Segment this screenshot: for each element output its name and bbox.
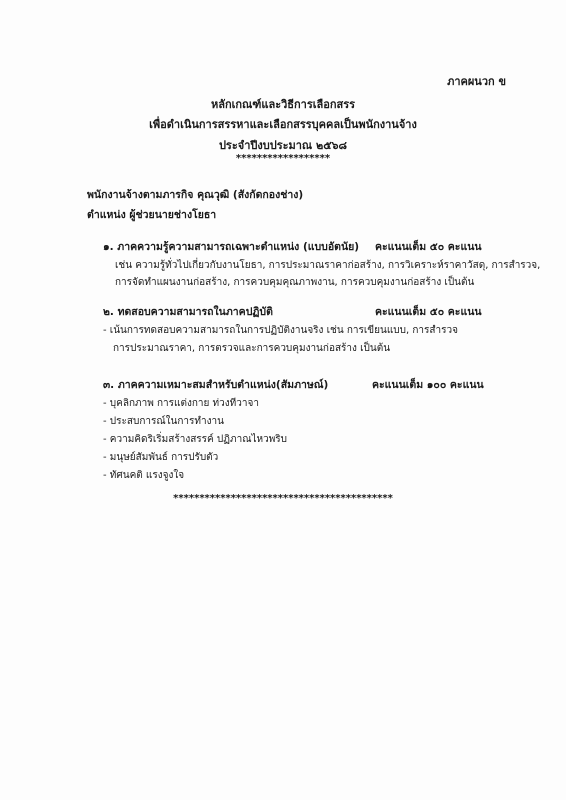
section-3-line-2: - ประสบการณ์ในการทำงาน — [103, 416, 224, 427]
section-3-score: คะแนนเต็ม ๑๐๐ คะแนน — [372, 379, 484, 391]
section-2-line-1: - เน้นการทดสอบความสามารถในการปฏิบัติงานจริง เช่น การเขียนแบบ, การสำรวจ — [103, 325, 458, 336]
section-3-line-4: - มนุษย์สัมพันธ์ การปรับตัว — [103, 452, 219, 463]
position-title: ตำแหน่ง ผู้ช่วยนายช่างโยธา — [87, 209, 217, 221]
section-3-line-1: - บุคลิกภาพ การแต่งกาย ท่วงทีวาจา — [103, 398, 259, 409]
section-3-line-3: - ความคิดริเริ่มสร้างสรรค์ ปฏิภาณไหวพริบ — [103, 434, 288, 445]
title-line-2: เพื่อดำเนินการสรรหาและเลือกสรรบุคคลเป็นพนักงานจ้าง — [149, 118, 417, 131]
section-1-score: คะแนนเต็ม ๕๐ คะแนน — [375, 241, 482, 253]
section-3-line-5: - ทัศนคติ แรงจูงใจ — [103, 470, 185, 481]
section-2-heading: ๒. ทดสอบความสามารถในภาคปฏิบัติ — [103, 306, 273, 318]
title-stars: ****************** — [235, 153, 331, 164]
section-1-line-1: เช่น ความรู้ทั่วไปเกี่ยวกับงานโยธา, การประมาณราคาก่อสร้าง, การวิเคราะห์ราคาวัสดุ, การสำรวจ, — [115, 260, 541, 271]
section-3-heading: ๓. ภาคความเหมาะสมสำหรับตำแหน่ง(สัมภาษณ์) — [103, 379, 329, 391]
section-1-line-2: การจัดทำแผนงานก่อสร้าง, การควบคุมคุณภาพงาน, การควบคุมงานก่อสร้าง เป็นต้น — [115, 277, 475, 288]
section-2-line-2: การประมาณราคา, การตรวจและการควบคุมงานก่อสร้าง เป็นต้น — [113, 343, 391, 354]
section-2-score: คะแนนเต็ม ๕๐ คะแนน — [375, 306, 482, 318]
position-type: พนักงานจ้างตามภารกิจ คุณวุฒิ (สังกัดกองช่าง) — [87, 189, 304, 201]
annex-label: ภาคผนวก ข — [447, 75, 506, 88]
title-line-1: หลักเกณฑ์และวิธีการเลือกสรร — [210, 98, 356, 111]
section-1-heading: ๑. ภาคความรู้ความสามารถเฉพาะตำแหน่ง (แบบอัตนัย) — [103, 241, 360, 253]
title-line-3: ประจำปีงบประมาณ ๒๕๖๘ — [218, 139, 348, 152]
footer-stars: ****************************************** — [173, 493, 393, 504]
